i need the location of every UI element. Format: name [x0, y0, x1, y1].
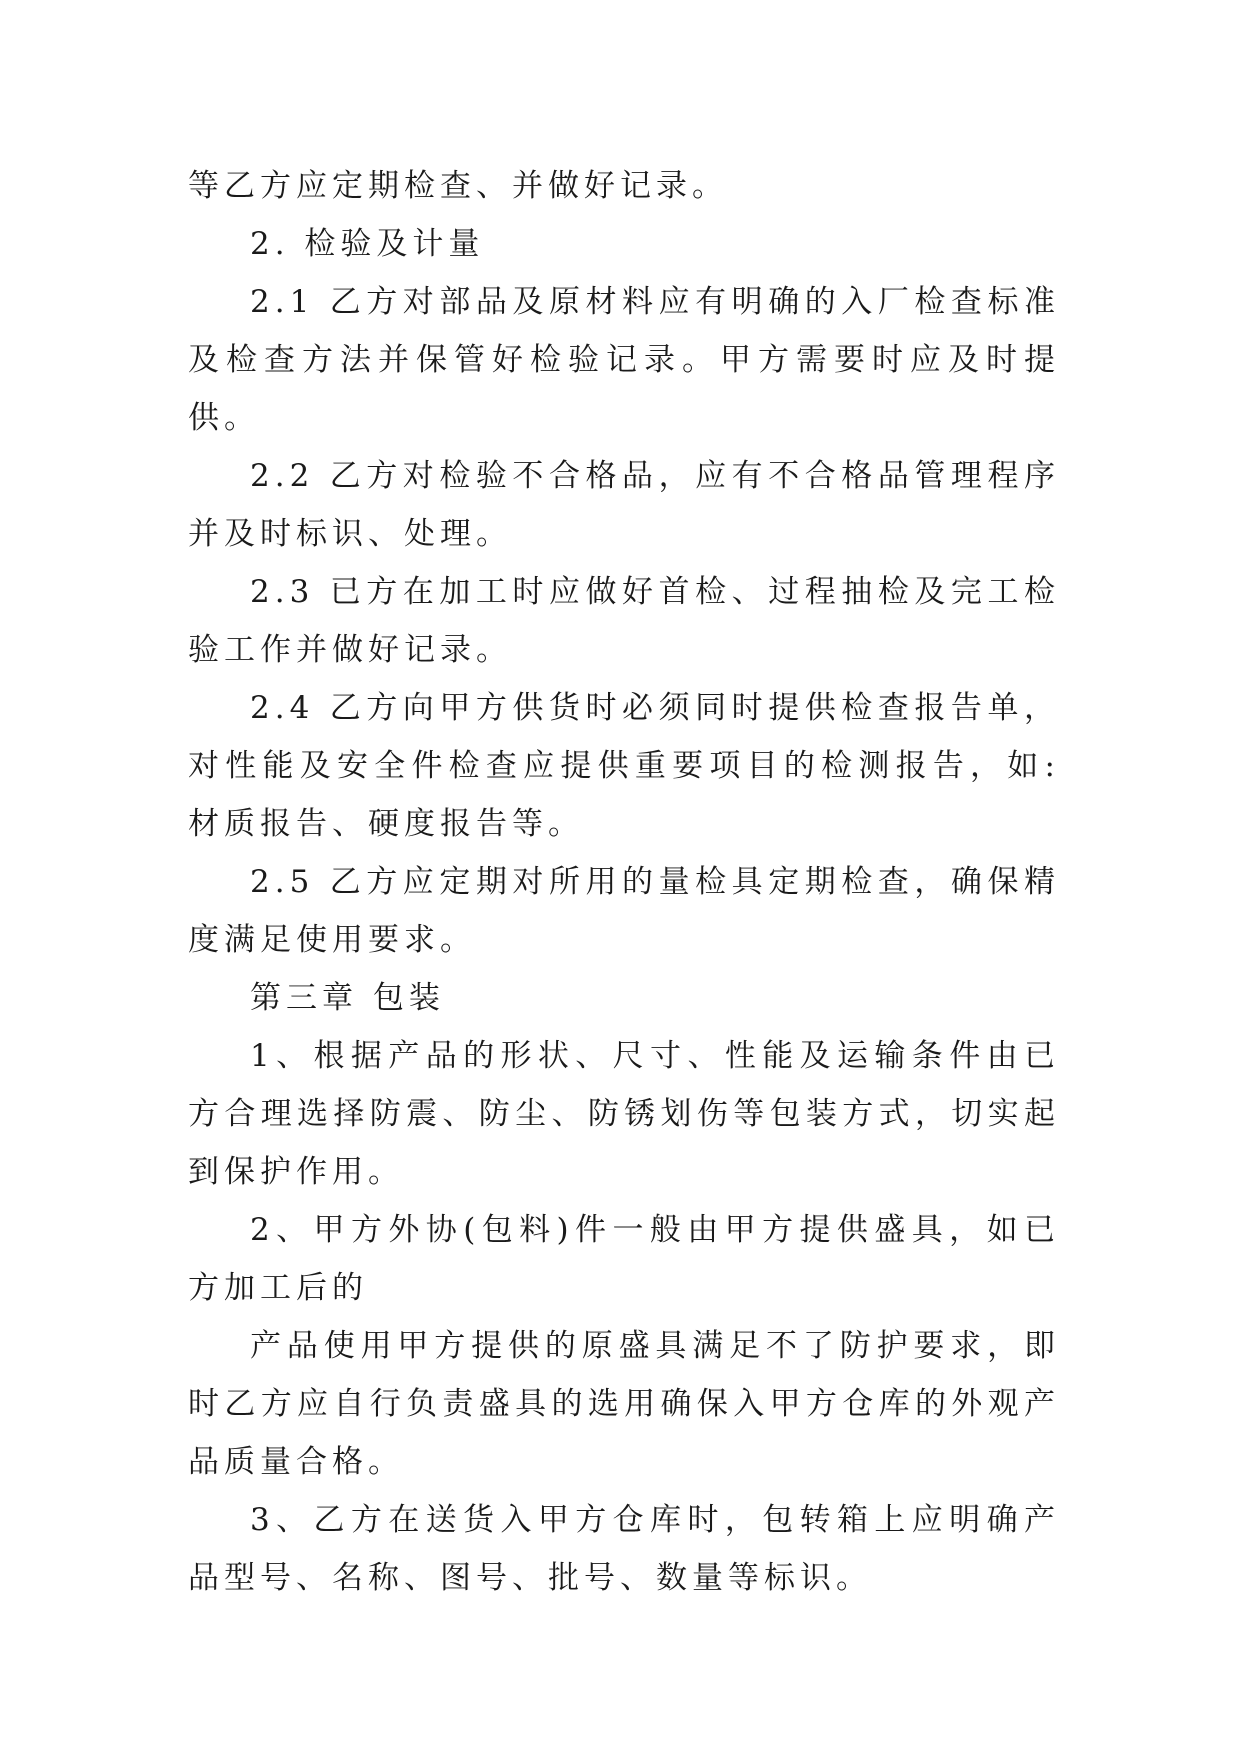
- packaging-clause-2-continued: 产品使用甲方提供的原盛具满足不了防护要求，即时乙方应自行负责盛具的选用确保入甲方仓库的外观产品质量合格。: [188, 1328, 1060, 1480]
- clause-2-2: 2.2 乙方对检验不合格品，应有不合格品管理程序并及时标识、处理。: [188, 458, 1060, 552]
- paragraph-inspection-record: 等乙方应定期检查、并做好记录。: [188, 168, 728, 204]
- document-body: [188, 157, 1060, 1607]
- section-heading-inspection-measurement: 2. 检验及计量: [250, 226, 485, 262]
- chapter-heading-packaging: 第三章 包装: [250, 980, 445, 1016]
- clause-2-4: 2.4 乙方向甲方供货时必须同时提供检查报告单，对性能及安全件检查应提供重要项目的检测报告，如:材质报告、硬度报告等。: [188, 690, 1060, 842]
- packaging-clause-2: 2、甲方外协(包料)件一般由甲方提供盛具，如已方加工后的: [188, 1212, 1060, 1306]
- clause-2-1: 2.1 乙方对部品及原材料应有明确的入厂检查标准及检查方法并保管好检验记录。甲方需要时应及时提供。: [188, 284, 1060, 436]
- packaging-clause-1: 1、根据产品的形状、尺寸、性能及运输条件由已方合理选择防震、防尘、防锈划伤等包装方式，切实起到保护作用。: [188, 1038, 1060, 1190]
- clause-2-5: 2.5 乙方应定期对所用的量检具定期检查，确保精度满足使用要求。: [188, 864, 1060, 958]
- clause-2-3: 2.3 已方在加工时应做好首检、过程抽检及完工检验工作并做好记录。: [188, 574, 1060, 668]
- packaging-clause-3: 3、乙方在送货入甲方仓库时，包转箱上应明确产品型号、名称、图号、批号、数量等标识。: [188, 1502, 1060, 1596]
